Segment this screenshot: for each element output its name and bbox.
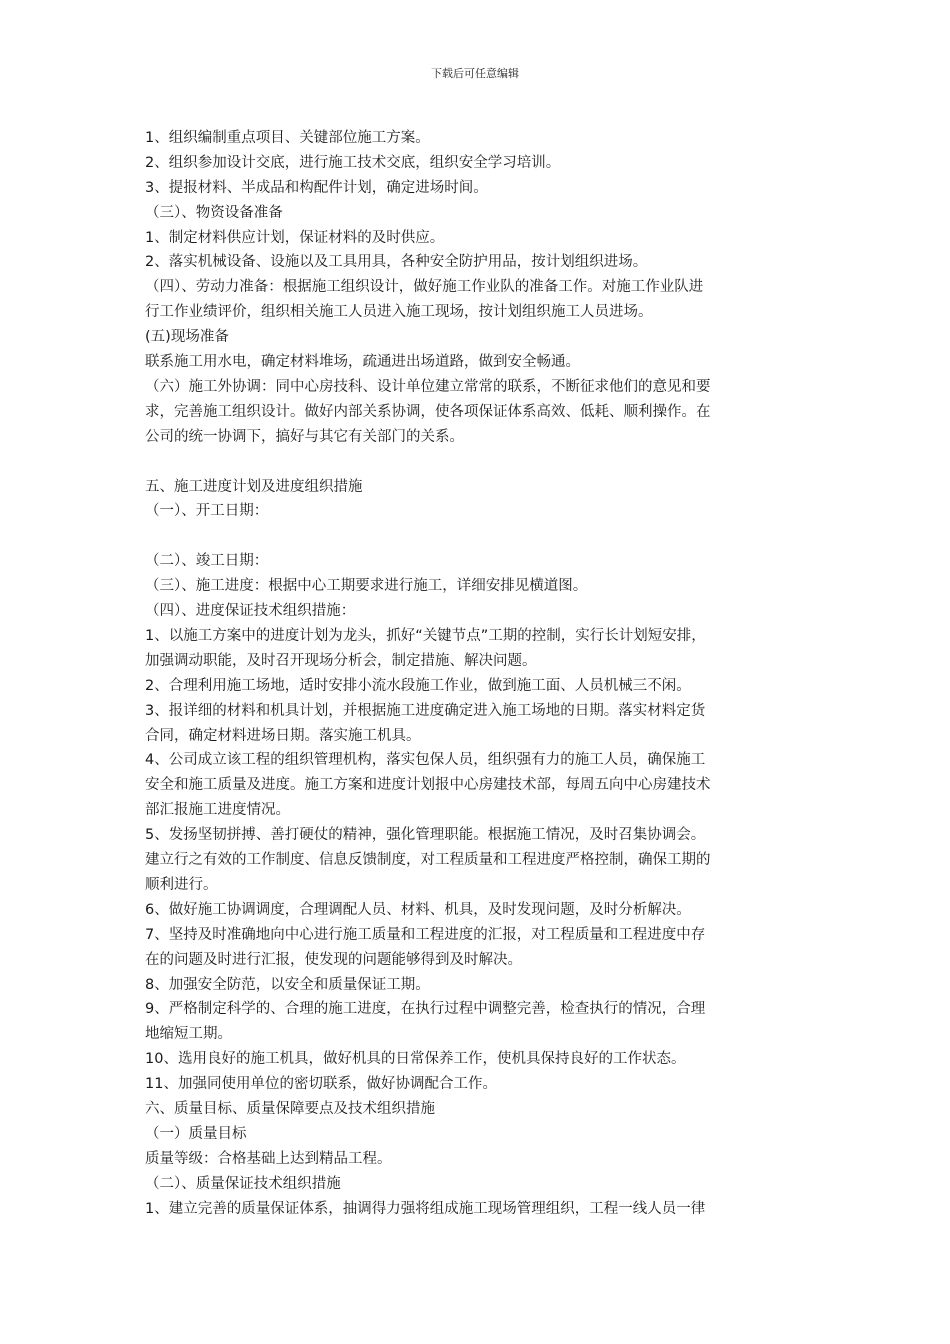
blank-spacer [145,450,825,475]
section-heading: （四）、进度保证技术组织措施： [145,603,356,620]
paragraph-line: 6、做好施工协调调度，合理调配人员、材料、机具，及时发现问题，及时分析解决。 [145,901,691,918]
paragraph-line: （六）施工外协调：同中心房技科、设计单位建立常常的联系，不断征求他们的意见和要 [145,378,711,395]
paragraph-line: 2、落实机械设备、设施以及工具用具，各种安全防护用品，按计划组织进场。 [145,254,648,271]
section-heading: （一）、开工日期： [145,503,269,520]
section-heading: （二）、质量保证技术组织措施 [145,1175,341,1192]
paragraph-line: 1、组织编制重点项目、关键部位施工方案。 [145,130,430,146]
document-body [145,126,825,1221]
paragraph-line: 1、建立完善的质量保证体系，抽调得力强将组成施工现场管理组织，工程一线人员一律 [145,1200,706,1217]
paragraph-line: 质量等级：合格基础上达到精品工程。 [145,1150,392,1167]
paragraph-line: 联系施工用水电，确定材料堆场，疏通进出场道路，做到安全畅通。 [145,354,580,371]
paragraph-line: （三）、施工进度：根据中心工期要求进行施工，详细安排见横道图。 [145,578,588,595]
paragraph-line: 公司的统一协调下，搞好与其它有关部门的关系。 [145,428,464,445]
paragraph-line: 在的问题及时进行汇报，使发现的问题能够得到及时解决。 [145,951,522,968]
page-header: 下载后可任意编辑 [431,67,519,80]
paragraph-line: 加强调动职能，及时召开现场分析会，制定措施、解决问题。 [145,652,537,669]
paragraph-line: 4、公司成立该工程的组织管理机构，落实包保人员，组织强有力的施工人员，确保施工 [145,752,706,769]
blank-spacer [145,524,825,549]
paragraph-line: 3、提报材料、半成品和构配件计划，确定进场时间。 [145,179,488,196]
section-heading: 六、质量目标、质量保障要点及技术组织措施 [145,1100,435,1117]
paragraph-line: 9、严格制定科学的、合理的施工进度，在执行过程中调整完善，检查执行的情况，合理 [145,1001,706,1018]
section-heading: （一）质量目标 [145,1125,247,1142]
paragraph-line: 11、加强同使用单位的密切联系，做好协调配合工作。 [145,1076,497,1093]
paragraph-line: 8、加强安全防范，以安全和质量保证工期。 [145,976,430,993]
paragraph-line: 求，完善施工组织设计。做好内部关系协调，使各项保证体系高效、低耗、顺利操作。在 [145,403,711,420]
section-heading: 五、施工进度计划及进度组织措施 [145,478,363,495]
paragraph-line: 2、合理利用施工场地，适时安排小流水段施工作业，做到施工面、人员机械三不闲。 [145,677,691,694]
paragraph-line: 7、坚持及时准确地向中心进行施工质量和工程进度的汇报，对工程质量和工程进度中存 [145,926,706,943]
paragraph-line: （四）、劳动力准备：根据施工组织设计，做好施工作业队的准备工作。对施工作业队进 [145,279,704,296]
paragraph-line: 3、报详细的材料和机具计划，并根据施工进度确定进入施工场地的日期。落实材料定货 [145,702,706,719]
section-heading: （三）、物资设备准备 [145,204,283,221]
paragraph-line: 地缩短工期。 [145,1026,232,1043]
paragraph-line: 建立行之有效的工作制度、信息反馈制度，对工程质量和工程进度严格控制，确保工期的 [145,852,711,869]
paragraph-line: 5、发扬坚韧拼搏、善打硬仗的精神，强化管理职能。根据施工情况，及时召集协调会。 [145,827,706,844]
section-heading: （二）、竣工日期： [145,553,269,570]
paragraph-line: 部汇报施工进度情况。 [145,802,290,819]
paragraph-line: 1、制定材料供应计划，保证材料的及时供应。 [145,229,445,246]
section-heading: (五)现场准备 [145,329,229,346]
paragraph-line: 1、以施工方案中的进度计划为龙头，抓好“关键节点”工期的控制，实行长计划短安排， [145,628,706,645]
paragraph-line: 合同，确定材料进场日期。落实施工机具。 [145,727,421,744]
paragraph-line: 10、选用良好的施工机具，做好机具的日常保养工作，使机具保持良好的工作状态。 [145,1051,686,1068]
paragraph-line: 2、组织参加设计交底，进行施工技术交底，组织安全学习培训。 [145,154,561,171]
paragraph-line: 安全和施工质量及进度。施工方案和进度计划报中心房建技术部，每周五向中心房建技术 [145,777,711,794]
paragraph-line: 行工作业绩评价，组织相关施工人员进入施工现场，按计划组织施工人员进场。 [145,304,653,321]
paragraph-line: 顺利进行。 [145,876,218,893]
